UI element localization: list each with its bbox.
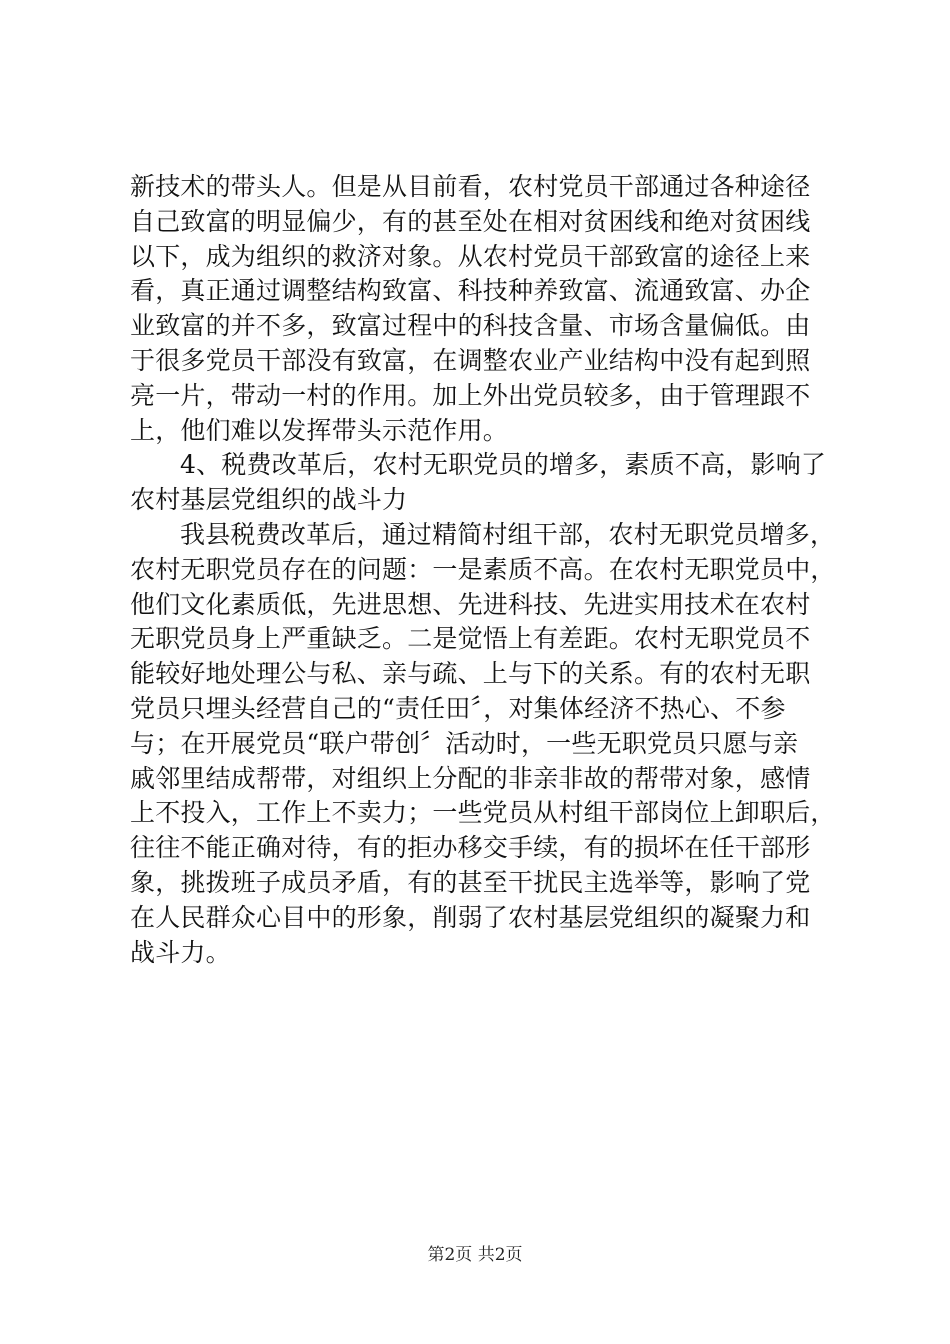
section-heading-line: 农村基层党组织的战斗力 xyxy=(130,485,408,515)
text-line: 业致富的并不多，致富过程中的科技含量、市场含量偏低。由 xyxy=(130,311,811,341)
text-line: 上不投入，工作上不卖力；一些党员从村组干部岗位上卸职后， xyxy=(130,798,836,828)
text-line: 党员只埋头经营自己的“责任田〞，对集体经济不热心、不参 xyxy=(130,693,786,723)
section-heading-line: 4、税费改革后，农村无职党员的增多，素质不高，影响了 xyxy=(180,450,827,480)
text-line: 在人民群众心目中的形象，削弱了农村基层党组织的凝聚力和 xyxy=(130,902,811,932)
document-body xyxy=(130,170,836,970)
text-line: 亮一片，带动一村的作用。加上外出党员较多，由于管理跟不 xyxy=(130,380,811,410)
text-line: 新技术的带头人。但是从目前看，农村党员干部通过各种途径 xyxy=(130,172,811,201)
text-line: 战斗力。 xyxy=(130,937,231,967)
text-line: 上，他们难以发挥带头示范作用。 xyxy=(130,415,509,445)
text-line: 无职党员身上严重缺乏。二是觉悟上有差距。农村无职党员不 xyxy=(130,624,811,654)
text-line: 农村无职党员存在的问题：一是素质不高。在农村无职党员中， xyxy=(130,554,836,584)
text-line: 看，真正通过调整结构致富、科技种养致富、流通致富、办企 xyxy=(130,276,811,306)
text-line: 往往不能正确对待，有的拒办移交手续，有的损坏在任干部形 xyxy=(130,833,811,863)
text-line: 以下，成为组织的救济对象。从农村党员干部致富的途径上来 xyxy=(130,241,811,271)
text-line: 能较好地处理公与私、亲与疏、上与下的关系。有的农村无职 xyxy=(130,659,811,689)
paragraph-start-line: 我县税费改革后，通过精简村组干部，农村无职党员增多， xyxy=(180,519,836,549)
text-line: 戚邻里结成帮带，对组织上分配的非亲非故的帮带对象，感情 xyxy=(130,763,811,793)
text-line: 与；在开展党员“联户带创〞活动时，一些无职党员只愿与亲 xyxy=(130,728,799,758)
page-number-footer: 第2页 共2页 xyxy=(427,1245,523,1265)
text-line: 象，挑拨班子成员矛盾，有的甚至干扰民主选举等，影响了党 xyxy=(130,867,811,897)
text-line: 自己致富的明显偏少，有的甚至处在相对贫困线和绝对贫困线 xyxy=(130,206,811,236)
text-line: 他们文化素质低，先进思想、先进科技、先进实用技术在农村 xyxy=(130,589,811,619)
text-line: 于很多党员干部没有致富，在调整农业产业结构中没有起到照 xyxy=(130,345,811,375)
